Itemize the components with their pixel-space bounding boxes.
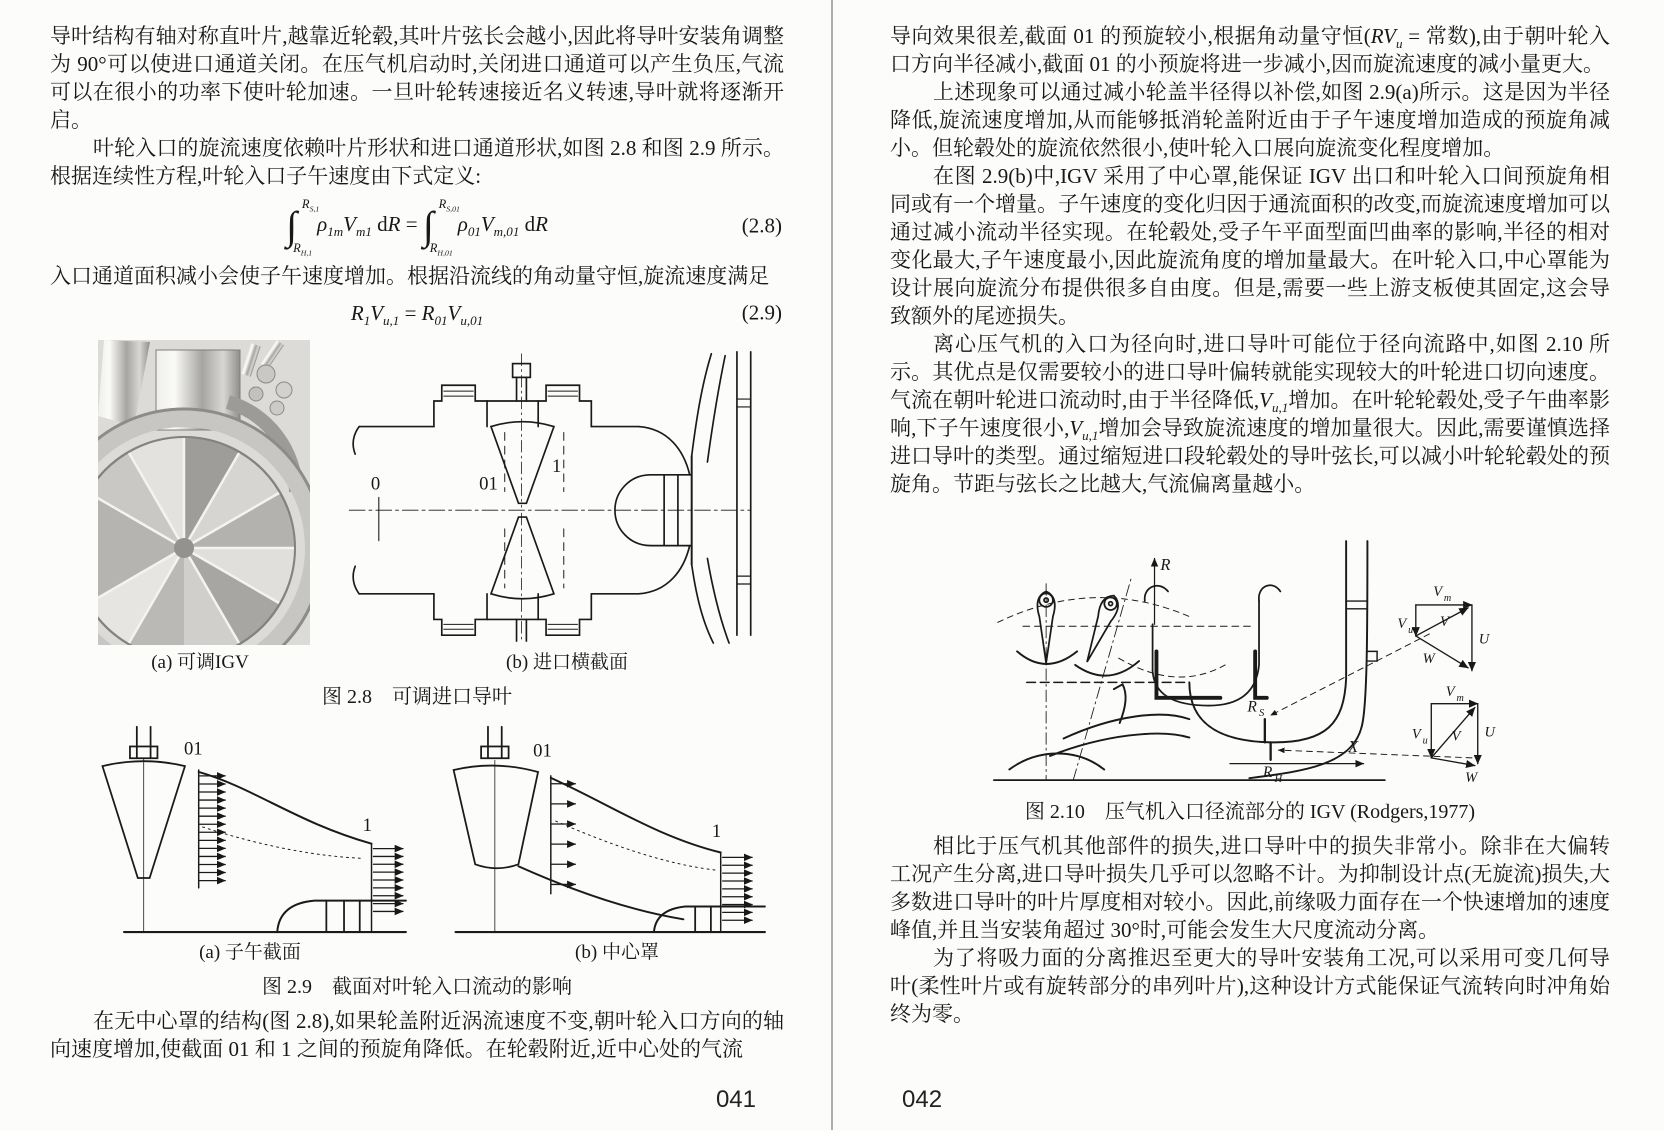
figure-2-9-title: 图 2.9 截面对叶轮入口流动的影响: [262, 976, 572, 998]
figure-2-8: [98, 340, 784, 645]
caption-a: (a) 可调IGV: [151, 652, 249, 673]
page-right: [832, 0, 1664, 1130]
u-label: U: [1484, 724, 1496, 741]
meridional-section-drawing: [64, 717, 409, 935]
equation-number: (2.8): [741, 213, 782, 238]
paragraph: 导向效果很差,截面 01 的预旋较小,根据角动量守恒($RV_u$ = 常数),由于朝叶轮入口方向半径减小,截面 01 的小预旋将进一步减小,因而旋流速度的减小量更大。: [890, 24, 1610, 76]
vm-label: V: [1445, 683, 1455, 700]
equation-2-9: [50, 294, 784, 332]
station-label-0: 0: [370, 473, 381, 495]
paragraph: 叶轮入口的旋流速度依赖叶片形状和进口通道形状,如图 2.8 和图 2.9 所示。根据连续性方程,叶轮入口子午速度由下式定义:: [50, 136, 784, 188]
vm-label: V: [1433, 584, 1443, 601]
station-label-1: 1: [551, 455, 562, 477]
radius-shroud-sub: S: [1259, 708, 1265, 720]
paragraph: 入口通道面积减小会使子午速度增加。根据沿流线的角动量守恒,旋流速度满足: [50, 264, 770, 288]
figure-2-9: [64, 717, 784, 935]
axis-label-x: X: [1348, 737, 1359, 757]
paragraph: 相比于压气机其他部件的损失,进口导叶中的损失非常小。除非在大偏转工况产生分离,进口导叶损失几乎可以忽略不计。为抑制设计点(无旋流)损失,大多数进口导叶的叶片厚度相对较小。因此,前缘吸力面存在一个快速增加的速度峰值,并且当安装角超过 30°时,可能会发生大尺度流动分离。: [890, 834, 1610, 942]
radius-hub-label: R: [1262, 764, 1273, 782]
vm-sub: m: [1443, 593, 1452, 605]
figure-2-8-title: 图 2.8 可调进口导叶: [322, 686, 512, 708]
vu-sub: u: [1408, 625, 1414, 637]
paragraph: 在无中心罩的结构(图 2.8),如果轮盖附近涡流速度不变,朝叶轮入口方向的轴向速度增加,使截面 01 和 1 之间的预旋角降低。在轮毂附近,近中心处的气流: [50, 1009, 784, 1061]
figure-2-9-captions: [50, 937, 784, 964]
caption-b: (b) 中心罩: [575, 942, 659, 963]
equation-body: ∫ $R_{S,1}$ $R_{H,1}$ $\rho_{1m}V_{m1}$ dR = ∫ $R_{S,01}$ $R_{H,01}$ $\rho_{01}V_{m,01}$ dR: [286, 197, 548, 257]
v-label: V: [1440, 614, 1449, 631]
paragraph: 导叶结构有轴对称直叶片,越靠近轮毂,其叶片弦长会越小,因此将导叶安装角调整为 90°可以使进口通道关闭。在压气机启动时,关闭进口通道可以产生负压,气流可以在很小的功率下使叶轮加速。一旦叶轮转速接近名义转速,导叶就将逐渐开启。: [50, 24, 784, 132]
vu-sub: u: [1422, 735, 1428, 747]
radius-shroud-label: R: [1247, 698, 1257, 716]
radius-hub-sub: H: [1274, 774, 1283, 786]
equation-number: (2.9): [741, 300, 782, 325]
station-label-01: 01: [183, 738, 203, 760]
v-label: V: [1451, 728, 1461, 745]
figure-2-8-captions: [50, 647, 784, 674]
u-label: U: [1478, 631, 1490, 648]
paragraph: 上述现象可以通过减小轮盖半径得以补偿,如图 2.9(a)所示。这是因为半径降低,旋流速度增加,从而能够抵消轮盖附近由于子午速度增加造成的预旋角减小。但轮毂处的旋流依然很小,使叶轮入口展向旋流变化程度增加。: [890, 80, 1610, 160]
station-label-01: 01: [479, 473, 498, 495]
vm-sub: m: [1456, 692, 1464, 704]
w-label: W: [1465, 770, 1478, 787]
radial-igv-drawing: [930, 508, 1530, 789]
figure-2-10: [930, 508, 1610, 789]
caption-a: (a) 子午截面: [199, 942, 301, 963]
center-shroud-drawing: [423, 717, 768, 935]
station-label-1: 1: [711, 820, 722, 842]
paragraph: 离心压气机的入口为径向时,进口导叶可能位于径向流路中,如图 2.10 所示。其优点是仅需要较小的进口导叶偏转就能实现较大的叶轮进口切向速度。气流在朝叶轮进口流动时,由于半径降低$,V_{u,1}$增加。在叶轮轮毂处,受子午曲率影响,下子午速度很小$,V_{u,1}$增加会导致旋流速度的增加量很大。因此,需要谨慎选择进口导叶的类型。通过缩短进口段轮毂处的导叶弦长,可以减小叶轮轮毂处的预旋角。节距与弦长之比越大,气流偏离量越小。: [890, 332, 1611, 496]
station-label-01: 01: [533, 740, 552, 762]
axis-label-r: R: [1160, 555, 1171, 575]
paragraph: 在图 2.9(b)中,IGV 采用了中心罩,能保证 IGV 出口和叶轮入口间预旋角相同或有一个增量。子午速度的变化归因于通流面积的改变,而旋流速度增加可以通过减小流动半径实现。在轮毂处,受子午平面型面凹曲率的影响,半径的相对变化最大,子午速度最小,因此旋流角度的增加量最大。在叶轮入口,中心罩能为设计展向旋流分布提供很多自由度。但是,需要一些上游支板使其固定,这会导致额外的尾迹损失。: [890, 164, 1610, 328]
equation-body: $R_1V_{u,1} = R_{01}V_{u,01}$: [350, 300, 484, 328]
station-label-1: 1: [362, 814, 373, 836]
figure-2-10-title: 图 2.10 压气机入口径流部分的 IGV (Rodgers,1977): [1024, 801, 1476, 823]
page-number: 042: [902, 1086, 943, 1113]
paragraph: 为了将吸力面的分离推迟至更大的导叶安装角工况,可以采用可变几何导叶(柔性叶片或有旋转部分的串列叶片),这种设计方式能保证气流转向时冲角始终为零。: [890, 946, 1610, 1026]
equation-2-8: [50, 194, 784, 258]
vu-label: V: [1397, 616, 1407, 633]
caption-b: (b) 进口横截面: [506, 652, 628, 673]
inlet-section-drawing: [340, 340, 760, 645]
igv-photo: [98, 340, 310, 645]
w-label: W: [1422, 651, 1435, 668]
vu-label: V: [1411, 726, 1421, 743]
page-number: 041: [715, 1086, 756, 1113]
